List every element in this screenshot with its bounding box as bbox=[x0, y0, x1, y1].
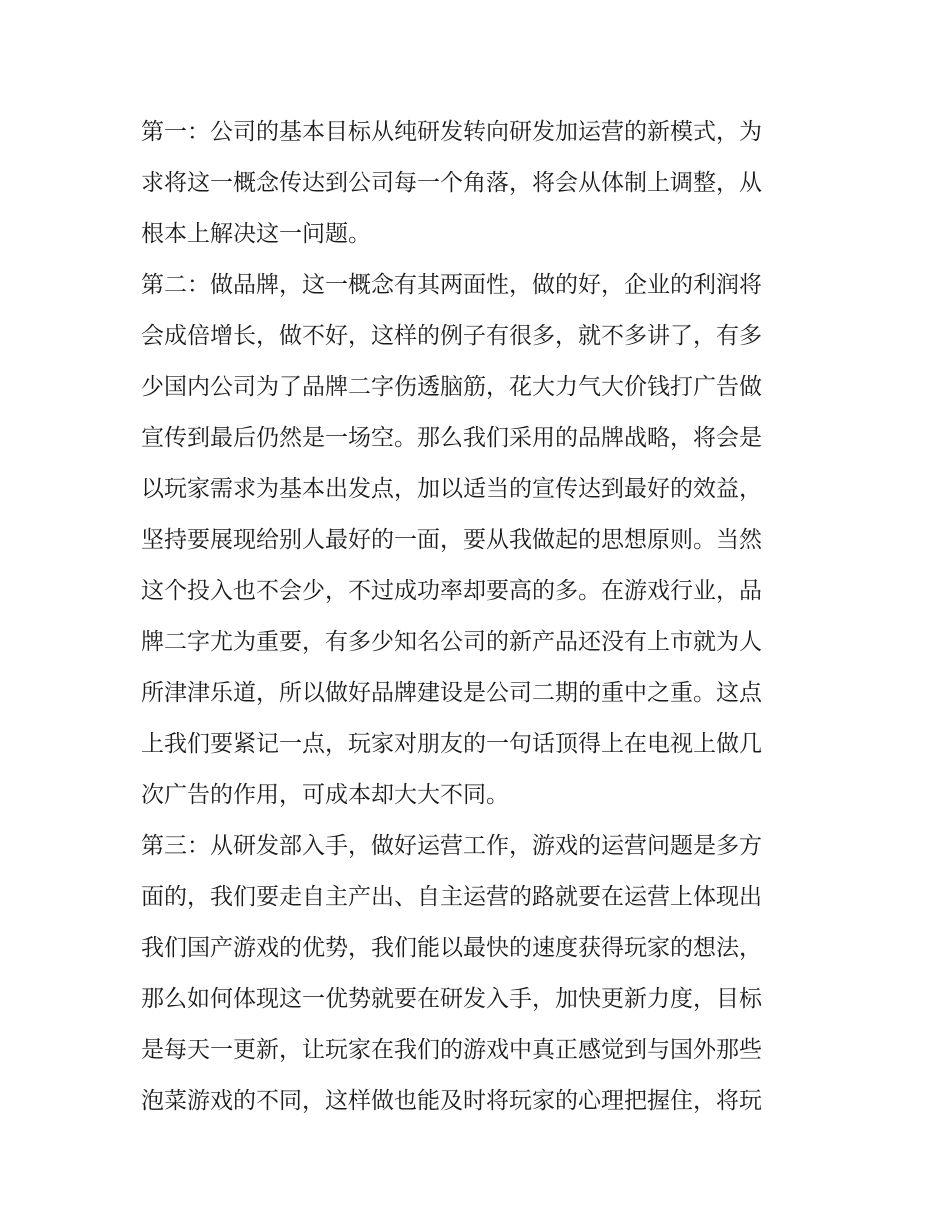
text-line: 所津津乐道，所以做好品牌建设是公司二期的重中之重。这点 bbox=[141, 680, 762, 706]
text-line: 我们国产游戏的优势，我们能以最快的速度获得玩家的想法， bbox=[141, 935, 762, 961]
text-line: 求将这一概念传达到公司每一个角落，将会从体制上调整，从 bbox=[141, 170, 762, 196]
text-line: 上我们要紧记一点，玩家对朋友的一句话顶得上在电视上做几 bbox=[141, 731, 762, 757]
text-line: 次广告的作用，可成本却大大不同。 bbox=[141, 782, 509, 808]
text-line: 坚持要展现给别人最好的一面，要从我做起的思想原则。当然 bbox=[141, 527, 762, 553]
text-line: 会成倍增长，做不好，这样的例子有很多，就不多讲了，有多 bbox=[141, 323, 762, 349]
text-line: 第一：公司的基本目标从纯研发转向研发加运营的新模式，为 bbox=[141, 119, 762, 145]
body-text bbox=[141, 107, 831, 1127]
text-line: 宣传到最后仍然是一场空。那么我们采用的品牌战略，将会是 bbox=[141, 425, 762, 451]
text-line: 第三：从研发部入手，做好运营工作，游戏的运营问题是多方 bbox=[141, 833, 762, 859]
text-line: 第二：做品牌，这一概念有其两面性，做的好，企业的利润将 bbox=[141, 272, 762, 298]
text-line: 以玩家需求为基本出发点，加以适当的宣传达到最好的效益， bbox=[141, 476, 762, 502]
text-line: 面的，我们要走自主产出、自主运营的路就要在运营上体现出 bbox=[141, 884, 762, 910]
text-line: 泡菜游戏的不同，这样做也能及时将玩家的心理把握住，将玩 bbox=[141, 1088, 762, 1114]
text-line: 这个投入也不会少，不过成功率却要高的多。在游戏行业，品 bbox=[141, 578, 762, 604]
text-line: 牌二字尤为重要，有多少知名公司的新产品还没有上市就为人 bbox=[141, 629, 762, 655]
text-line: 是每天一更新，让玩家在我们的游戏中真正感觉到与国外那些 bbox=[141, 1037, 762, 1063]
text-line: 少国内公司为了品牌二字伤透脑筋，花大力气大价钱打广告做 bbox=[141, 374, 762, 400]
text-line: 那么如何体现这一优势就要在研发入手，加快更新力度，目标 bbox=[141, 986, 762, 1012]
text-line: 根本上解决这一问题。 bbox=[141, 221, 371, 247]
